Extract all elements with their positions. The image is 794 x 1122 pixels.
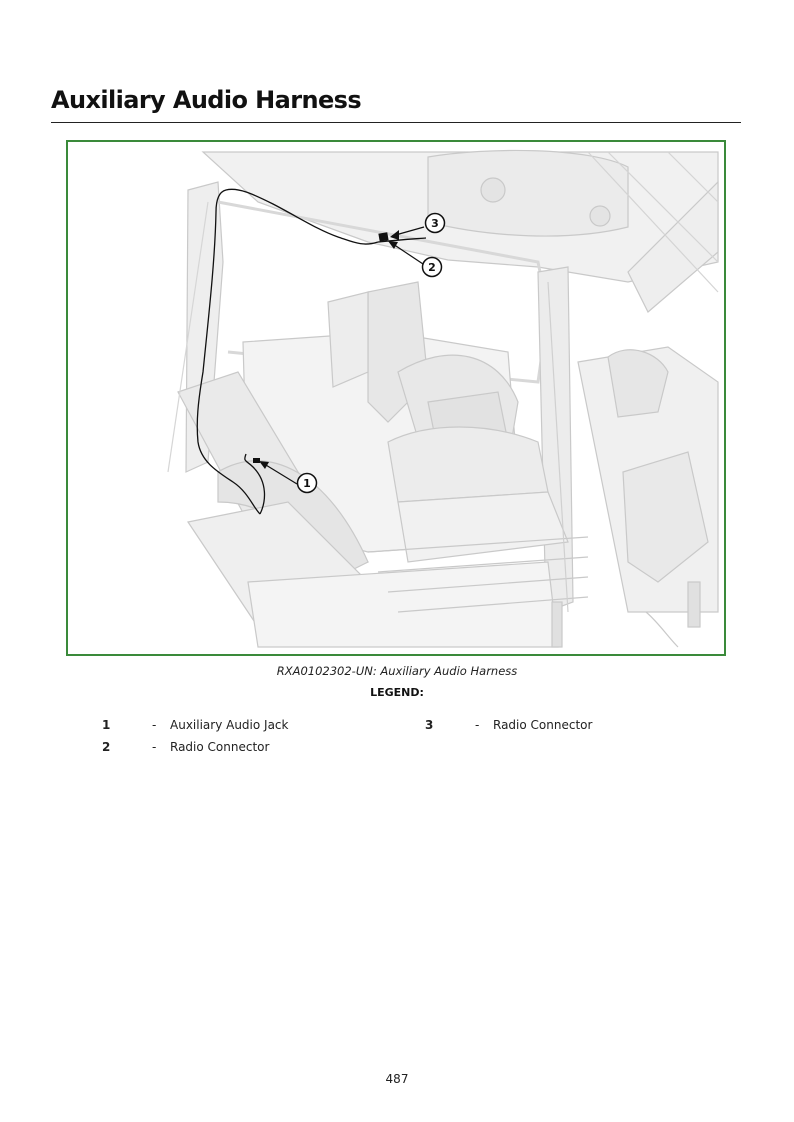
harness-illustration xyxy=(68,142,724,654)
legend-description: Radio Connector xyxy=(170,740,270,754)
legend-number: 1 xyxy=(102,718,111,732)
figure-frame xyxy=(66,140,726,656)
legend-separator: - xyxy=(152,718,157,732)
page-title: Auxiliary Audio Harness xyxy=(51,86,362,114)
legend-item xyxy=(425,718,685,734)
legend-item xyxy=(102,718,362,734)
title-divider xyxy=(51,122,741,123)
page-number: 487 xyxy=(385,1072,409,1086)
callout-3 xyxy=(426,214,445,233)
legend-description: Radio Connector xyxy=(493,718,593,732)
legend-item xyxy=(102,740,362,756)
legend-number: 2 xyxy=(102,740,111,754)
figure-caption: RXA0102302-UN: Auxiliary Audio Harness xyxy=(276,664,518,678)
legend-heading: LEGEND: xyxy=(370,686,424,699)
svg-text:1: 1 xyxy=(303,477,311,490)
legend-separator: - xyxy=(475,718,480,732)
callout-1 xyxy=(298,474,317,493)
svg-text:3: 3 xyxy=(431,217,439,230)
legend-number: 3 xyxy=(425,718,434,732)
svg-text:2: 2 xyxy=(428,261,436,274)
legend-description: Auxiliary Audio Jack xyxy=(170,718,289,732)
callout-2 xyxy=(423,258,442,277)
legend-separator: - xyxy=(152,740,157,754)
